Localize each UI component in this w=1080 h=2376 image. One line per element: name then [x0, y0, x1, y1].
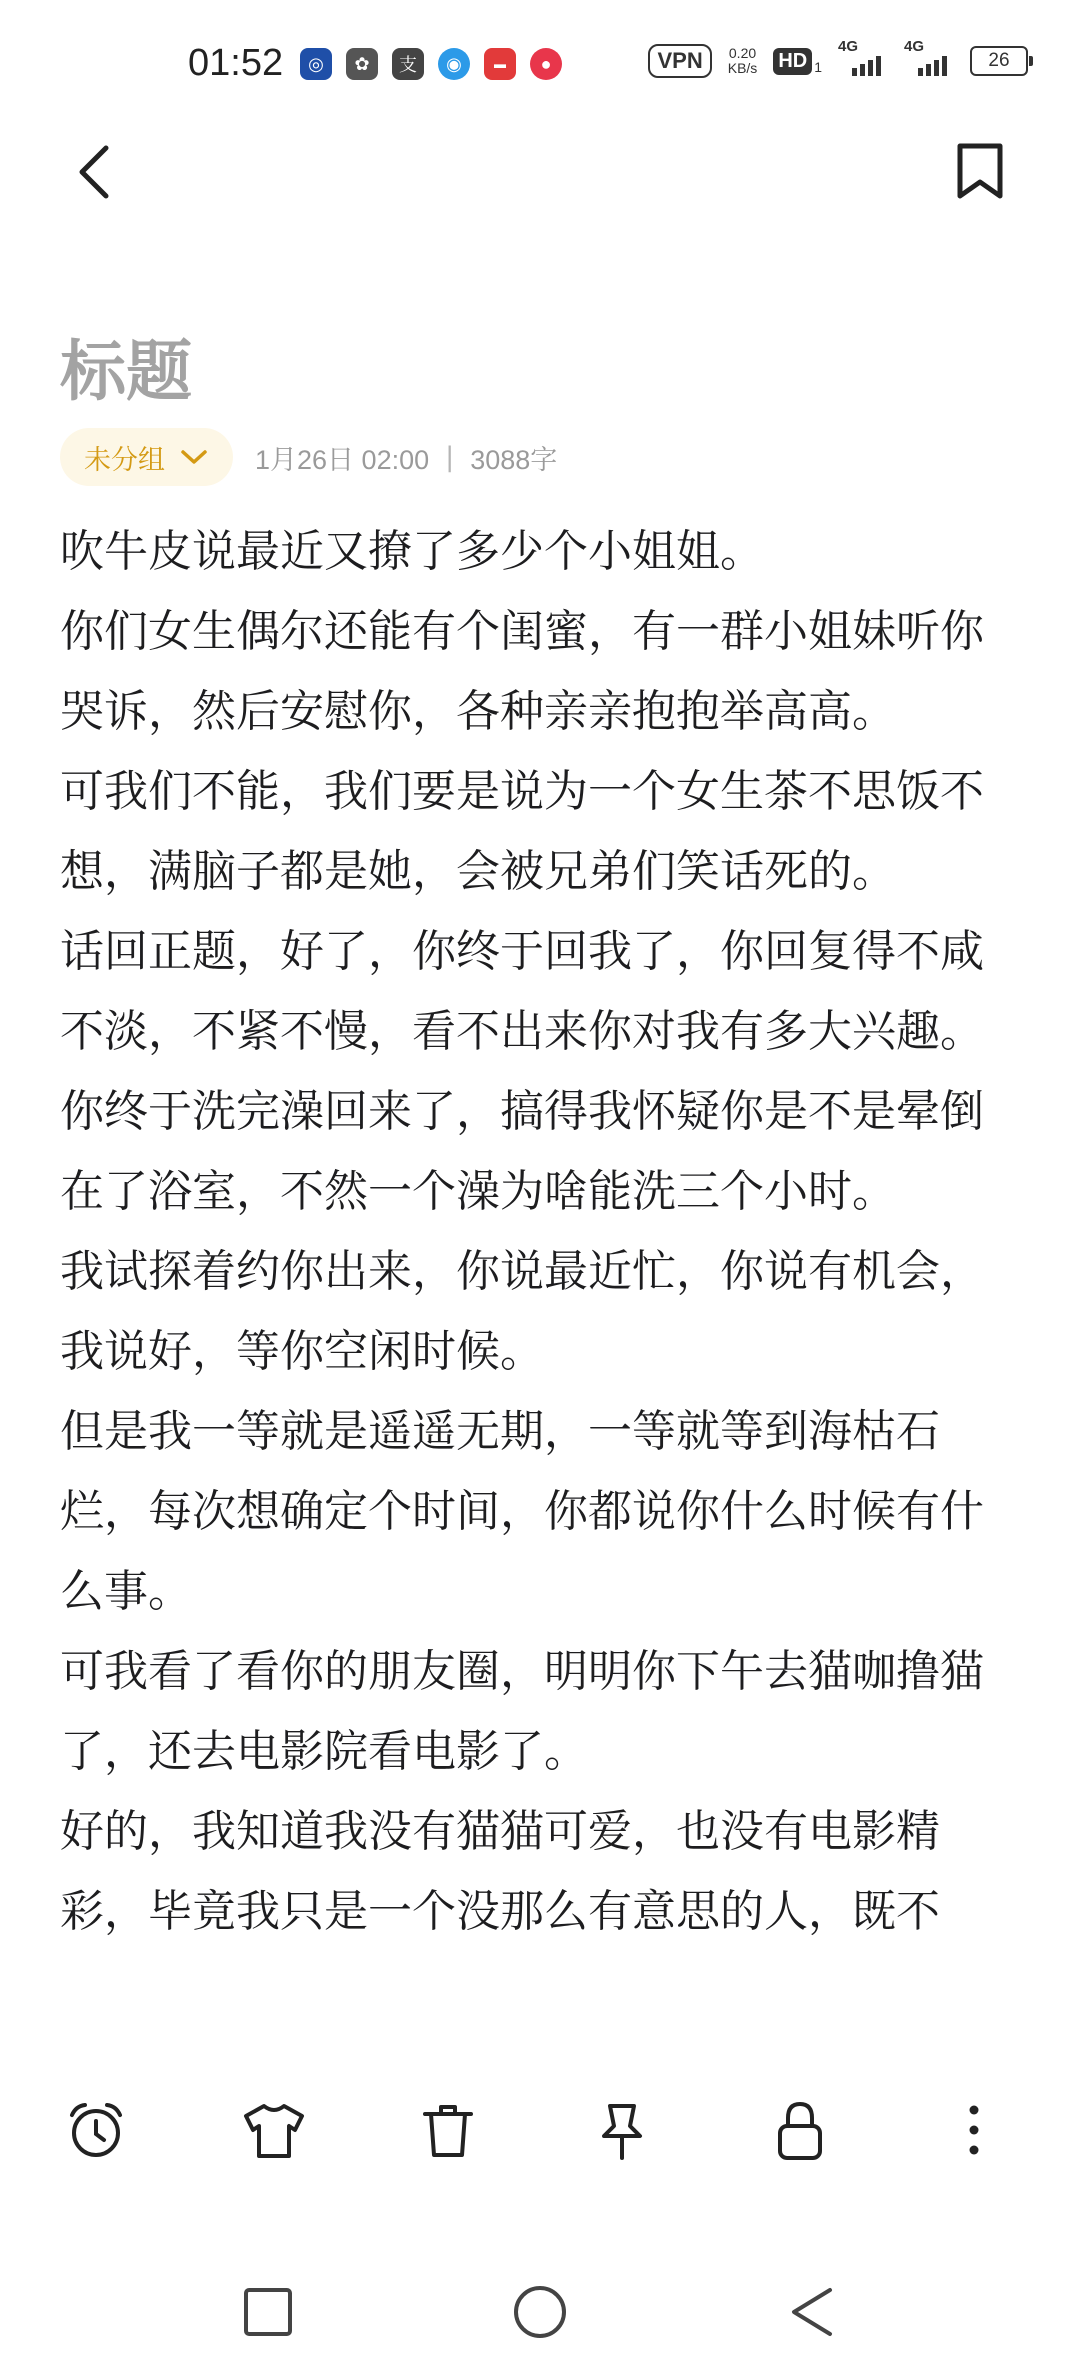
alarm-clock-icon: [64, 2098, 128, 2162]
bottom-toolbar: [0, 2060, 1080, 2210]
recents-button[interactable]: [228, 2272, 308, 2352]
chevron-left-icon: [60, 130, 130, 210]
xiaohongshu-app-icon: ▬: [484, 48, 516, 80]
trash-icon: [416, 2098, 480, 2162]
system-navbar: [0, 2250, 1080, 2376]
home-button[interactable]: [500, 2272, 580, 2352]
signal-1-label: 4G: [838, 38, 859, 55]
bookmark-icon: [940, 130, 1020, 210]
more-button[interactable]: [934, 2090, 1014, 2170]
note-body[interactable]: [60, 512, 1020, 2040]
battery-icon: [970, 46, 1028, 76]
paragraph: 话回正题，好了，你终于回我了，你回复得不咸不淡，不紧不慢，看不出来你对我有多大兴趣。: [60, 926, 984, 1057]
recents-square-icon: [238, 2282, 298, 2342]
word-count: 3088字: [470, 444, 558, 475]
pin-icon: [590, 2098, 654, 2162]
lock-button[interactable]: [760, 2090, 840, 2170]
paragraph: 我试探着约你出来，你说最近忙，你说有机会，我说好，等你空闲时候。: [60, 1246, 984, 1377]
paragraph: 但是我一等就是遥遥无期，一等就等到海枯石烂，每次想确定个时间，你都说你什么时候有什么事。: [60, 1406, 984, 1617]
signal-2-icon: [904, 38, 954, 76]
status-bar: [0, 0, 1080, 130]
back-button[interactable]: [60, 130, 130, 210]
meta-separator: |: [445, 441, 455, 473]
pinduoduo-app-icon: ●: [530, 48, 562, 80]
speed-unit: KB/s: [727, 60, 758, 76]
shirt-icon: [240, 2098, 308, 2162]
group-selector[interactable]: [60, 428, 233, 486]
group-label: 未分组: [84, 444, 165, 476]
home-circle-icon: [510, 2282, 570, 2342]
vpn-badge: VPN: [648, 44, 711, 78]
more-icon: [954, 2098, 994, 2162]
back-triangle-icon: [782, 2282, 842, 2342]
reminder-button[interactable]: [56, 2090, 136, 2170]
note-meta: [60, 428, 557, 486]
paragraph: 吹牛皮说最近又撩了多少个小姐姐。: [60, 526, 764, 577]
paragraph: 你们女生偶尔还能有个闺蜜，有一群小姐妹听你哭诉，然后安慰你，各种亲亲抱抱举高高。: [60, 606, 984, 737]
paragraph: 好的，我知道我没有猫猫可爱，也没有电影精彩，毕竟我只是一个没那么有意思的人，既不: [60, 1806, 940, 1937]
speed-value: 0.20: [728, 45, 757, 61]
bookmark-button[interactable]: [940, 130, 1020, 210]
content-fade: [0, 2040, 1080, 2060]
notification-icons: [300, 48, 562, 80]
network-speed: [728, 46, 758, 76]
paragraph: 可我看了看你的朋友圈，明明你下午去猫咖撸猫了，还去电影院看电影了。: [60, 1646, 984, 1777]
pin-button[interactable]: [582, 2090, 662, 2170]
hd-sub: 1: [814, 58, 822, 75]
nav-back-button[interactable]: [772, 2272, 852, 2352]
alipay-app-icon: 支: [392, 48, 424, 80]
chevron-down-icon: [179, 447, 209, 467]
signal-2-label: 4G: [904, 38, 925, 55]
paragraph: 你终于洗完澡回来了，搞得我怀疑你是不是晕倒在了浴室，不然一个澡为啥能洗三个小时。: [60, 1086, 984, 1217]
lock-icon: [768, 2098, 832, 2162]
theme-button[interactable]: [234, 2090, 314, 2170]
note-title[interactable]: 标题: [60, 333, 192, 410]
signal-1-icon: [838, 38, 888, 76]
hd-badge: HD: [773, 48, 812, 75]
app-1-icon: ◎: [300, 48, 332, 80]
note-date: 1月26日 02:00: [255, 444, 430, 475]
battery-level: 26: [988, 50, 1010, 71]
hd-indicator: [773, 48, 822, 75]
paragraph: 可我们不能，我们要是说为一个女生茶不思饭不想，满脑子都是她，会被兄弟们笑话死的。: [60, 766, 984, 897]
status-time: 01:52: [188, 42, 284, 84]
paw-app-icon: ✿: [346, 48, 378, 80]
delete-button[interactable]: [408, 2090, 488, 2170]
status-indicators: [648, 38, 1028, 78]
browser-app-icon: ◉: [438, 48, 470, 80]
